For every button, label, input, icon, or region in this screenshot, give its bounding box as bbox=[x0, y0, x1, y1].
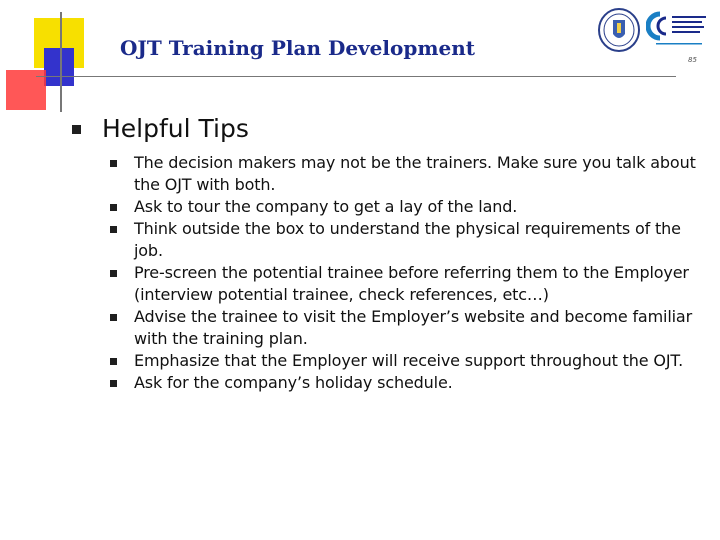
header-divider bbox=[36, 76, 676, 77]
tip-text: Pre-screen the potential trainee before referring them to the Employer (interview potential trainee, check references, etc…) bbox=[134, 263, 689, 304]
list-item bbox=[110, 350, 700, 372]
bullet-icon bbox=[110, 226, 117, 233]
bullet-icon bbox=[110, 314, 117, 321]
tips-list bbox=[110, 152, 700, 394]
heading-bullet bbox=[72, 125, 81, 134]
bullet-icon bbox=[110, 160, 117, 167]
decor-vertical-line bbox=[60, 12, 62, 112]
section-heading: Helpful Tips bbox=[102, 114, 249, 143]
bullet-icon bbox=[110, 358, 117, 365]
tip-text: Ask for the company’s holiday schedule. bbox=[134, 373, 453, 392]
tip-text: Advise the trainee to visit the Employer’s website and become familiar with the training plan. bbox=[134, 307, 692, 348]
career-centers-logo bbox=[646, 10, 710, 50]
decor-blue-square bbox=[44, 48, 74, 86]
massachusetts-seal-icon bbox=[598, 8, 640, 52]
slide-title: OJT Training Plan Development bbox=[120, 36, 475, 60]
tip-text: Think outside the box to understand the physical requirements of the job. bbox=[134, 219, 681, 260]
page-number: 85 bbox=[688, 56, 697, 64]
list-item bbox=[110, 262, 700, 306]
list-item bbox=[110, 372, 700, 394]
bullet-icon bbox=[110, 380, 117, 387]
list-item bbox=[110, 218, 700, 262]
bullet-icon bbox=[110, 270, 117, 277]
tip-text: Emphasize that the Employer will receive support throughout the OJT. bbox=[134, 351, 684, 370]
tip-text: Ask to tour the company to get a lay of the land. bbox=[134, 197, 518, 216]
list-item bbox=[110, 152, 700, 196]
tip-text: The decision makers may not be the trainers. Make sure you talk about the OJT with both. bbox=[134, 153, 696, 194]
list-item bbox=[110, 306, 700, 350]
bullet-icon bbox=[110, 204, 117, 211]
list-item bbox=[110, 196, 700, 218]
